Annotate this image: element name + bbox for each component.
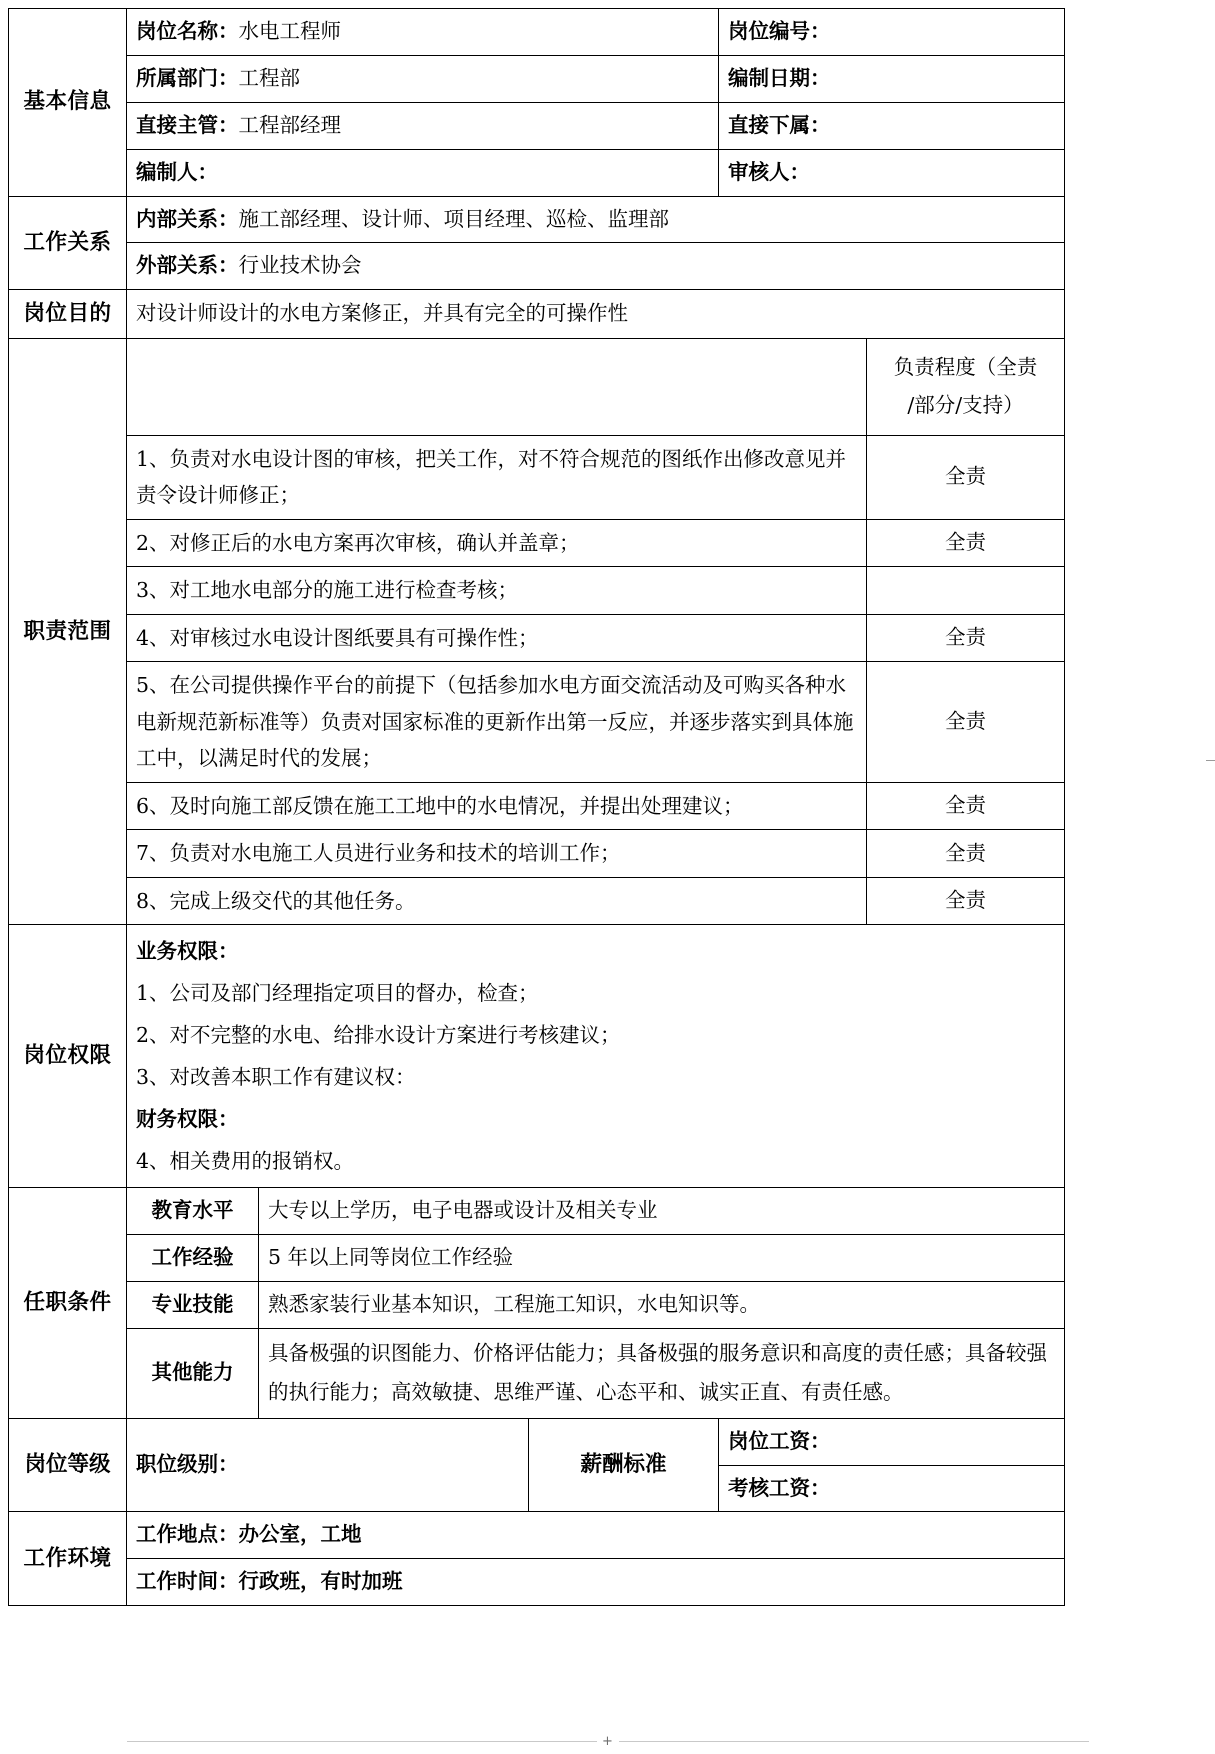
section-label-work-environment: 工作环境 [9, 1512, 127, 1606]
qualification-value-education: 大专以上学历，电子电器或设计及相关专业 [259, 1188, 1065, 1235]
field-performance-salary: 考核工资： [719, 1465, 1065, 1512]
table-row-duty-7 [9, 830, 1065, 877]
field-prepared-date [719, 55, 1065, 102]
field-label-work-location: 工作地点： [136, 1522, 239, 1547]
field-label-prepared-date: 编制日期： [728, 65, 831, 90]
qualification-value-skills: 熟悉家装行业基本知识，工程施工知识，水电知识等。 [259, 1282, 1065, 1329]
page-break-line-right [619, 1741, 1089, 1742]
degree-header-line-2: /部分/支持） [907, 392, 1024, 417]
table-row-basic-2 [9, 55, 1065, 102]
duty-text: 8、完成上级交代的其他任务。 [127, 877, 867, 924]
table-row-work-relations-external [9, 243, 1065, 290]
field-value-internal-relations: 施工部经理、设计师、项目经理、巡检、监理部 [238, 206, 669, 231]
field-job-number [719, 9, 1065, 56]
duty-degree: 全责 [867, 662, 1065, 782]
authority-business-heading: 业务权限： [136, 939, 239, 964]
page-break-plus-icon: + [602, 1733, 613, 1749]
field-value-external-relations: 行业技术协会 [238, 253, 362, 278]
table-row-duty-6 [9, 782, 1065, 829]
field-job-level: 职位级别： [127, 1418, 529, 1512]
table-row-position-purpose [9, 290, 1065, 339]
field-value-position-purpose: 对设计师设计的水电方案修正，并具有完全的可操作性 [127, 290, 1065, 339]
job-description-table [8, 8, 1065, 1606]
authority-business-item: 2、对不完整的水电、给排水设计方案进行考核建议； [136, 1023, 621, 1048]
authority-finance-item: 4、相关费用的报销权。 [136, 1149, 355, 1174]
field-direct-supervisor [127, 102, 719, 149]
duty-text: 3、对工地水电部分的施工进行检查考核； [127, 567, 867, 614]
table-row-qualification-skills [9, 1282, 1065, 1329]
field-value-department: 工程部 [238, 65, 300, 90]
field-label-direct-subordinate: 直接下属： [728, 112, 831, 137]
duty-degree: 全责 [867, 877, 1065, 924]
field-label-job-name: 岗位名称： [136, 19, 239, 43]
table-row-basic-1 [9, 9, 1065, 56]
field-salary-standard-label: 薪酬标准 [529, 1418, 719, 1512]
page-break-marker [0, 1732, 1215, 1750]
field-label-direct-supervisor: 直接主管： [136, 112, 239, 137]
duty-degree: 全责 [867, 614, 1065, 661]
duty-text: 4、对审核过水电设计图纸要具有可操作性； [127, 614, 867, 661]
qualification-value-experience: 5 年以上同等岗位工作经验 [259, 1235, 1065, 1282]
table-row-qualification-other [9, 1328, 1065, 1418]
field-reviewer [719, 149, 1065, 196]
table-row-duty-8 [9, 877, 1065, 924]
field-work-location [127, 1512, 1065, 1559]
table-row-qualification-experience [9, 1235, 1065, 1282]
table-row-duty-3 [9, 567, 1065, 614]
field-job-name [127, 9, 719, 56]
authority-business-item: 1、公司及部门经理指定项目的督办，检查； [136, 981, 539, 1006]
duty-degree: 全责 [867, 519, 1065, 566]
qualification-label-education: 教育水平 [127, 1188, 259, 1235]
field-external-relations [127, 243, 1065, 290]
field-position-salary: 岗位工资： [719, 1418, 1065, 1465]
section-label-position-grade: 岗位等级 [9, 1418, 127, 1512]
duty-text: 6、及时向施工部反馈在施工工地中的水电情况，并提出处理建议； [127, 782, 867, 829]
section-label-authority: 岗位权限 [9, 925, 127, 1188]
section-label-duties: 职责范围 [9, 338, 127, 924]
field-direct-subordinate [719, 102, 1065, 149]
field-work-hours [127, 1559, 1065, 1606]
table-row-work-environment-hours [9, 1559, 1065, 1606]
table-row-duties-header [9, 338, 1065, 435]
qualification-label-experience: 工作经验 [127, 1235, 259, 1282]
section-label-work-relations: 工作关系 [9, 196, 127, 290]
page-edge-tick [1206, 760, 1215, 761]
qualification-value-other: 具备极强的识图能力、价格评估能力；具备极强的服务意识和高度的责任感；具备较强的执行能力；高效敏捷、思维严谨、心态平和、诚实正直、有责任感。 [259, 1328, 1065, 1418]
table-row-authority [9, 925, 1065, 1188]
field-label-job-number: 岗位编号： [728, 19, 831, 43]
table-row-position-grade-1 [9, 1418, 1065, 1465]
field-department [127, 55, 719, 102]
field-label-department: 所属部门： [136, 65, 239, 90]
authority-content [127, 925, 1065, 1188]
field-label-reviewer: 审核人： [728, 159, 811, 184]
field-internal-relations [127, 196, 1065, 243]
duty-degree: 全责 [867, 830, 1065, 877]
field-label-external-relations: 外部关系： [136, 253, 239, 278]
section-label-position-purpose: 岗位目的 [9, 290, 127, 339]
table-row-qualification-education [9, 1188, 1065, 1235]
duty-text: 5、在公司提供操作平台的前提下（包括参加水电方面交流活动及可购买各种水电新规范新标准等）负责对国家标准的更新作出第一反应，并逐步落实到具体施工中，以满足时代的发展； [127, 662, 867, 782]
duty-degree: 全责 [867, 782, 1065, 829]
duty-text: 7、负责对水电施工人员进行业务和技术的培训工作； [127, 830, 867, 877]
table-row-work-relations-internal [9, 196, 1065, 243]
duty-text: 1、负责对水电设计图的审核，把关工作，对不符合规范的图纸作出修改意见并责令设计师修正； [127, 435, 867, 519]
field-value-direct-supervisor: 工程部经理 [238, 112, 341, 137]
field-label-work-hours: 工作时间： [136, 1569, 239, 1594]
table-row-duty-1 [9, 435, 1065, 519]
section-label-basic-info: 基本信息 [9, 9, 127, 197]
table-row-duty-2 [9, 519, 1065, 566]
table-row-duty-5 [9, 662, 1065, 782]
qualification-label-other: 其他能力 [127, 1328, 259, 1418]
field-preparer [127, 149, 719, 196]
field-value-job-name: 水电工程师 [238, 19, 341, 43]
duty-degree: 全责 [867, 435, 1065, 519]
field-label-internal-relations: 内部关系： [136, 206, 239, 231]
duties-degree-header [867, 338, 1065, 435]
table-row-basic-4 [9, 149, 1065, 196]
authority-business-item: 3、对改善本职工作有建议权： [136, 1065, 416, 1090]
degree-header-line-1: 负责程度（全责 [893, 354, 1038, 379]
field-value-work-hours: 行政班，有时加班 [238, 1569, 403, 1594]
qualification-label-skills: 专业技能 [127, 1282, 259, 1329]
duty-text: 2、对修正后的水电方案再次审核，确认并盖章； [127, 519, 867, 566]
authority-finance-heading: 财务权限： [136, 1107, 239, 1132]
field-label-preparer: 编制人： [136, 159, 218, 184]
duties-header-blank [127, 338, 867, 435]
page-break-line-left [127, 1741, 597, 1742]
section-label-qualifications: 任职条件 [9, 1188, 127, 1418]
table-row-duty-4 [9, 614, 1065, 661]
table-row-work-environment-location [9, 1512, 1065, 1559]
field-value-work-location: 办公室，工地 [238, 1522, 362, 1547]
table-row-basic-3 [9, 102, 1065, 149]
duty-degree [867, 567, 1065, 614]
